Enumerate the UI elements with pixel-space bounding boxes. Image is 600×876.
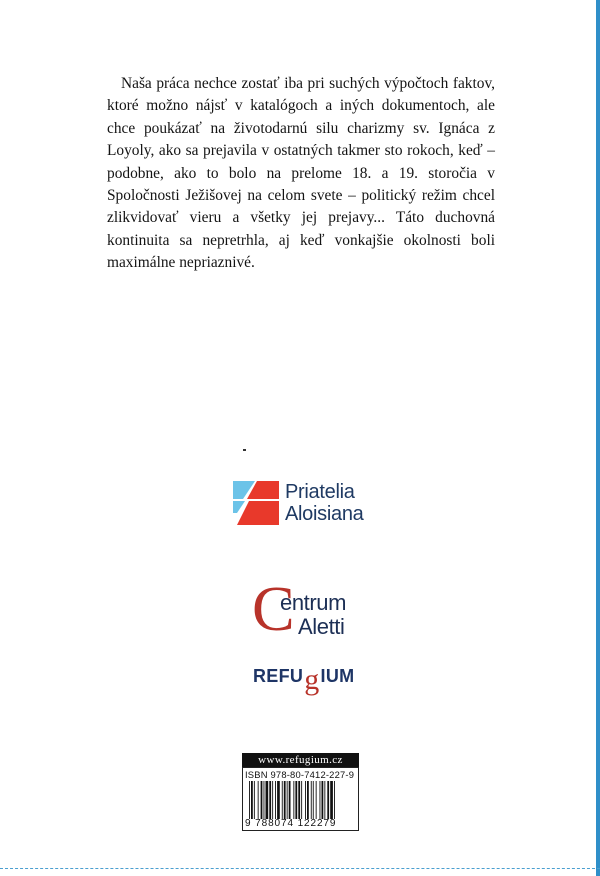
refugium-part1: REFU: [253, 665, 304, 686]
barcode-bars: [249, 781, 355, 819]
isbn-number: ISBN 978-80-7412-227-9: [245, 769, 355, 780]
aletti-word: Aletti: [298, 614, 345, 639]
refugium-g-letter: g: [304, 663, 320, 696]
priatelia-wordmark: [285, 481, 363, 525]
small-mark: [243, 449, 246, 451]
ean-digits: 9 788074 122279: [245, 818, 337, 829]
website-label: www.refugium.cz: [242, 753, 359, 767]
centrum-aletti-logo: [252, 573, 362, 645]
refugium-logo: [253, 660, 355, 696]
isbn-barcode-block: [242, 753, 359, 831]
barcode-box: [242, 767, 359, 831]
trim-line: [0, 868, 600, 869]
page-edge-stripe: [596, 0, 600, 876]
priatelia-line2: Aloisiana: [285, 503, 364, 525]
priatelia-mark-icon: [233, 479, 279, 525]
refugium-part2: IUM: [320, 665, 355, 686]
priatelia-aloisiana-logo: [233, 479, 383, 527]
centrum-c-letter: C: [252, 573, 295, 644]
centrum-word: entrum: [280, 590, 347, 615]
back-cover-blurb: Naša práca nechce zostať iba pri suchých výpočtoch faktov, ktoré možno nájsť v katalógoch a iných dokumentoch, ale chce poukázať na životodarnú silu charizmy sv. Ignáca z Loyoly, ako sa prejavila v ostatných takmer sto rokoch, keď – podobne, ako to bolo na prelome 18. a 19. storočia v Spoločnosti Ježišovej na celom svete – politický režim chcel zlikvidovať vieru a všetky jej prejavy... Táto duchovná kontinuita sa nepretrhla, aj keď vonkajšie okolnosti boli maximálne nepriaznivé.: [107, 75, 495, 272]
priatelia-line1: Priatelia: [285, 481, 355, 503]
